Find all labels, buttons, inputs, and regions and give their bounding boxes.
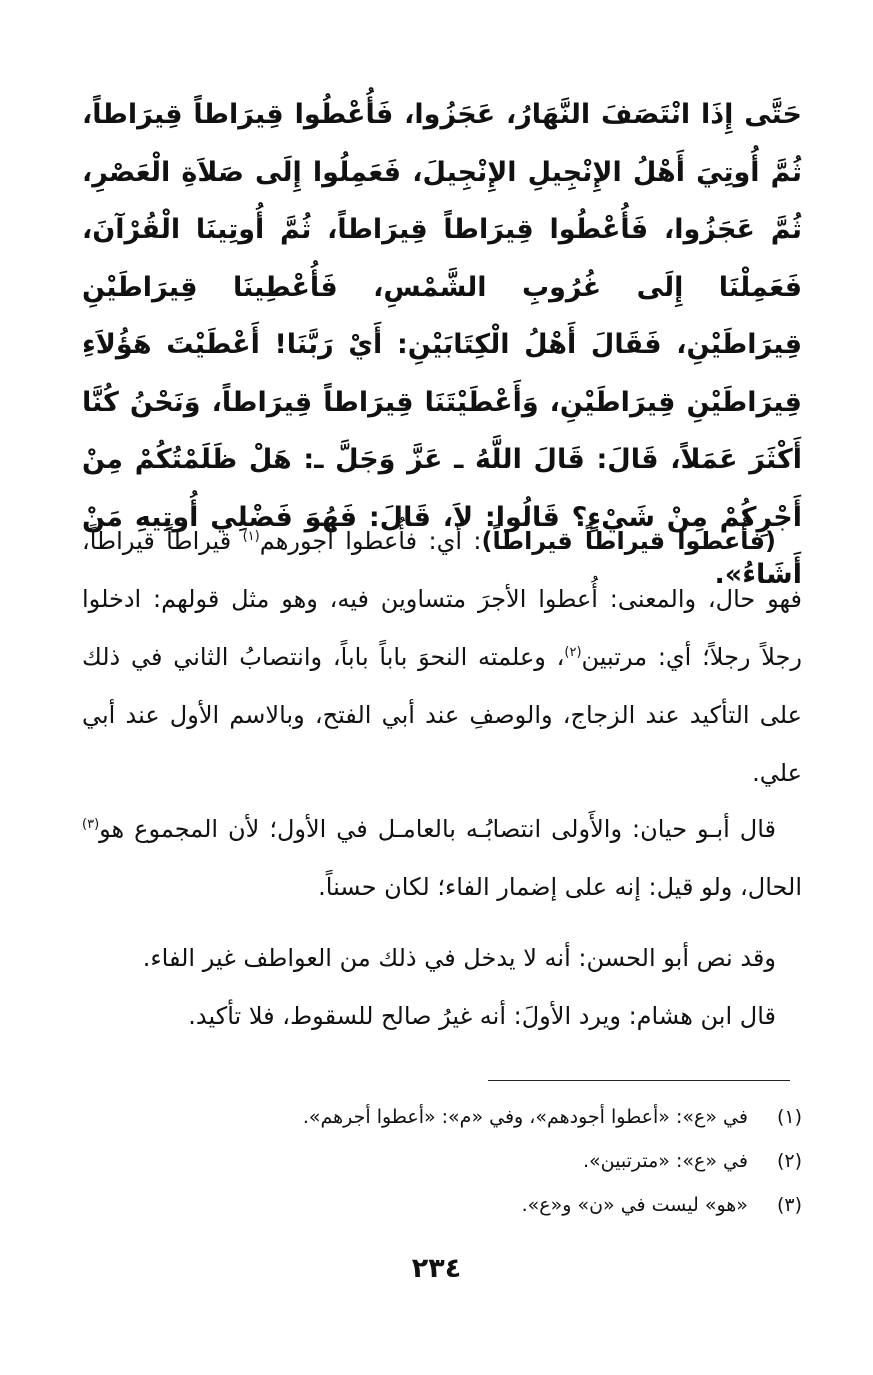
footnote-divider [488, 1080, 790, 1081]
paragraph-text: الحال، ولو قيل: إنه على إضمار الفاء؛ لكان حسناً. [318, 873, 802, 901]
hadith-body: حَتَّى إِذَا انْتَصَفَ النَّهَارُ، عَجَزُوا، فَأُعْطُوا قِيرَاطاً قِيرَاطاً، ثُمَّ أُوتِيَ أَهْلُ الإِنْجِيلِ الإِنْجِيلَ، فَعَمِلُوا إِلَى صَلاَةِ الْعَصْرِ، ثُمَّ عَجَزُوا، فَأُعْطُوا قِيرَاطاً قِيرَاطاً، ثُمَّ أُوتِينَا الْقُرْآنَ، فَعَمِلْنَا إِلَى غُرُوبِ الشَّمْسِ، فَأُعْطِينَا قِيرَاطَيْنِ قِيرَاطَيْنِ، فَقَالَ أَهْلُ الْكِتَابَيْنِ: أَيْ رَبَّنَا! أَعْطَيْتَ هَؤُلاَءِ قِيرَاطَيْنِ قِيرَاطَيْنِ، وَأَعْطَيْتَنَا قِيرَاطاً قِيرَاطاً، وَنَحْنُ كُنَّا أَكْثَرَ عَمَلاً، قَالَ: قَالَ اللَّهُ ـ عَزَّ وَجَلَّ ـ: هَلْ ظَلَمْتُكُمْ مِنْ أَجْرِكُمْ مِنْ شَيْءٍ؟ قَالُوا: لاَ، قَالَ: فَهُوَ فَضْلِي أُوتِيهِ مَنْ أَشَاءُ». [82, 99, 802, 590]
footnote-text: في «ع»: «أعطوا أجودهم»، وفي «م»: «أعطوا أجرهم». [302, 1106, 748, 1128]
quoted-phrase: (فأُعطوا قيراطاً قيراطاً) [481, 527, 776, 555]
page-number: ٢٣٤ [411, 1253, 462, 1284]
paragraph-text: : أي: فأُعطوا أجورهم [259, 527, 482, 555]
commentary-paragraph-4 [82, 987, 802, 1045]
footnote-marker-2[interactable]: (٢) [564, 645, 582, 660]
footnote-1 [82, 1095, 802, 1139]
footnotes [82, 1095, 802, 1227]
paragraph-text: ، وعلمته النحوَ باباً باباً، وانتصابُ الثاني في ذلك على التأكيد عند الزجاج، والوصفِ عند أبي الفتح، وبالاسم الأول عند أبي علي. [82, 643, 802, 787]
footnote-marker-1[interactable]: (١) [242, 529, 260, 544]
footnote-number: (٢) [776, 1150, 802, 1172]
paragraph-text: قال ابن هشام: ويرد الأولَ: أنه غيرُ صالح للسقوط، فلا تأكيد. [188, 1002, 776, 1030]
commentary-paragraph-1 [82, 512, 802, 802]
paragraph-text: قيراطاً قيراطاً، فهو حال، والمعنى: أُعطوا الأجرَ متساوين فيه، وهو مثل قولهم: ادخلوا رجلاً رجلاً؛ أي: مرتبين [82, 527, 803, 671]
commentary-paragraph-2 [82, 800, 802, 916]
footnote-number: (١) [776, 1106, 802, 1128]
footnote-text: في «ع»: «مترتبين». [583, 1150, 748, 1172]
footnote-2 [82, 1139, 802, 1183]
commentary-paragraph-3 [82, 929, 802, 987]
footnote-number: (٣) [776, 1194, 802, 1216]
footnote-3 [82, 1183, 802, 1227]
footnote-text: «هو» ليست في «ن» و«ع». [521, 1194, 748, 1216]
footnote-marker-3[interactable]: (٣) [82, 817, 100, 832]
paragraph-text: وقد نص أبو الحسن: أنه لا يدخل في ذلك من العواطف غير الفاء. [142, 944, 776, 972]
paragraph-text: قال أبـو حيان: والأَولى انتصابُـه بالعامـل في الأول؛ لأن المجموع هو [99, 815, 776, 843]
